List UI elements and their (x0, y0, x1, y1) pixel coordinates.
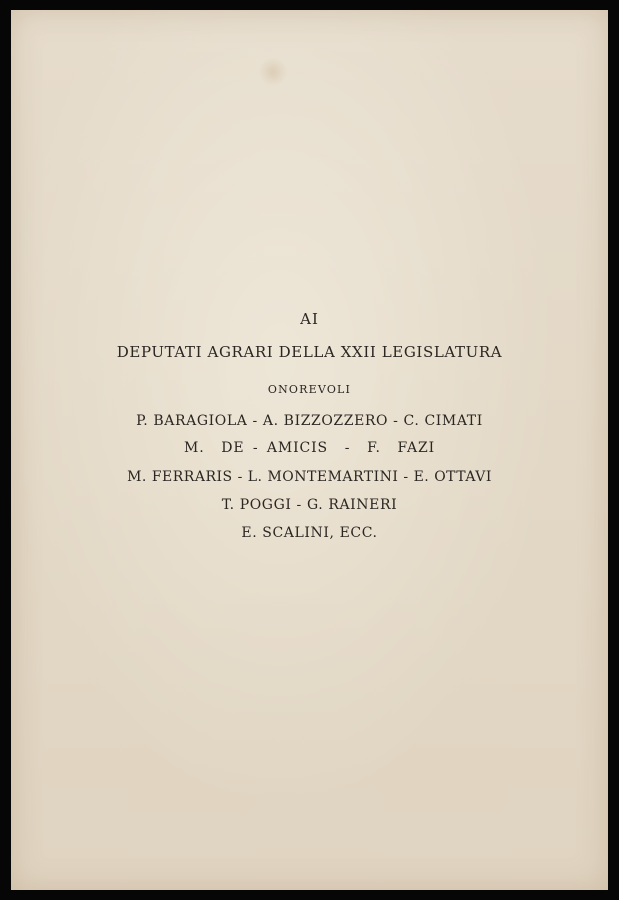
book-page (11, 10, 608, 890)
dedication-names-line: E. SCALINI, ECC. (241, 525, 378, 541)
dedication-to: AI (300, 310, 319, 328)
dedication-names-line: M. DE - AMICIS - F. FAZI (183, 440, 436, 456)
dedication-names-line: P. BARAGIOLA - A. BIZZOZZERO - C. CIMATI (136, 413, 483, 429)
dedication-names-line: M. FERRARIS - L. MONTEMARTINI - E. OTTAVI (127, 469, 492, 485)
dedication-heading: DEPUTATI AGRARI DELLA XXII LEGISLATURA (116, 343, 503, 361)
dedication-names-line: T. POGGI - G. RAINERI (221, 497, 398, 513)
dedication-honorific: ONOREVOLI (267, 383, 352, 396)
